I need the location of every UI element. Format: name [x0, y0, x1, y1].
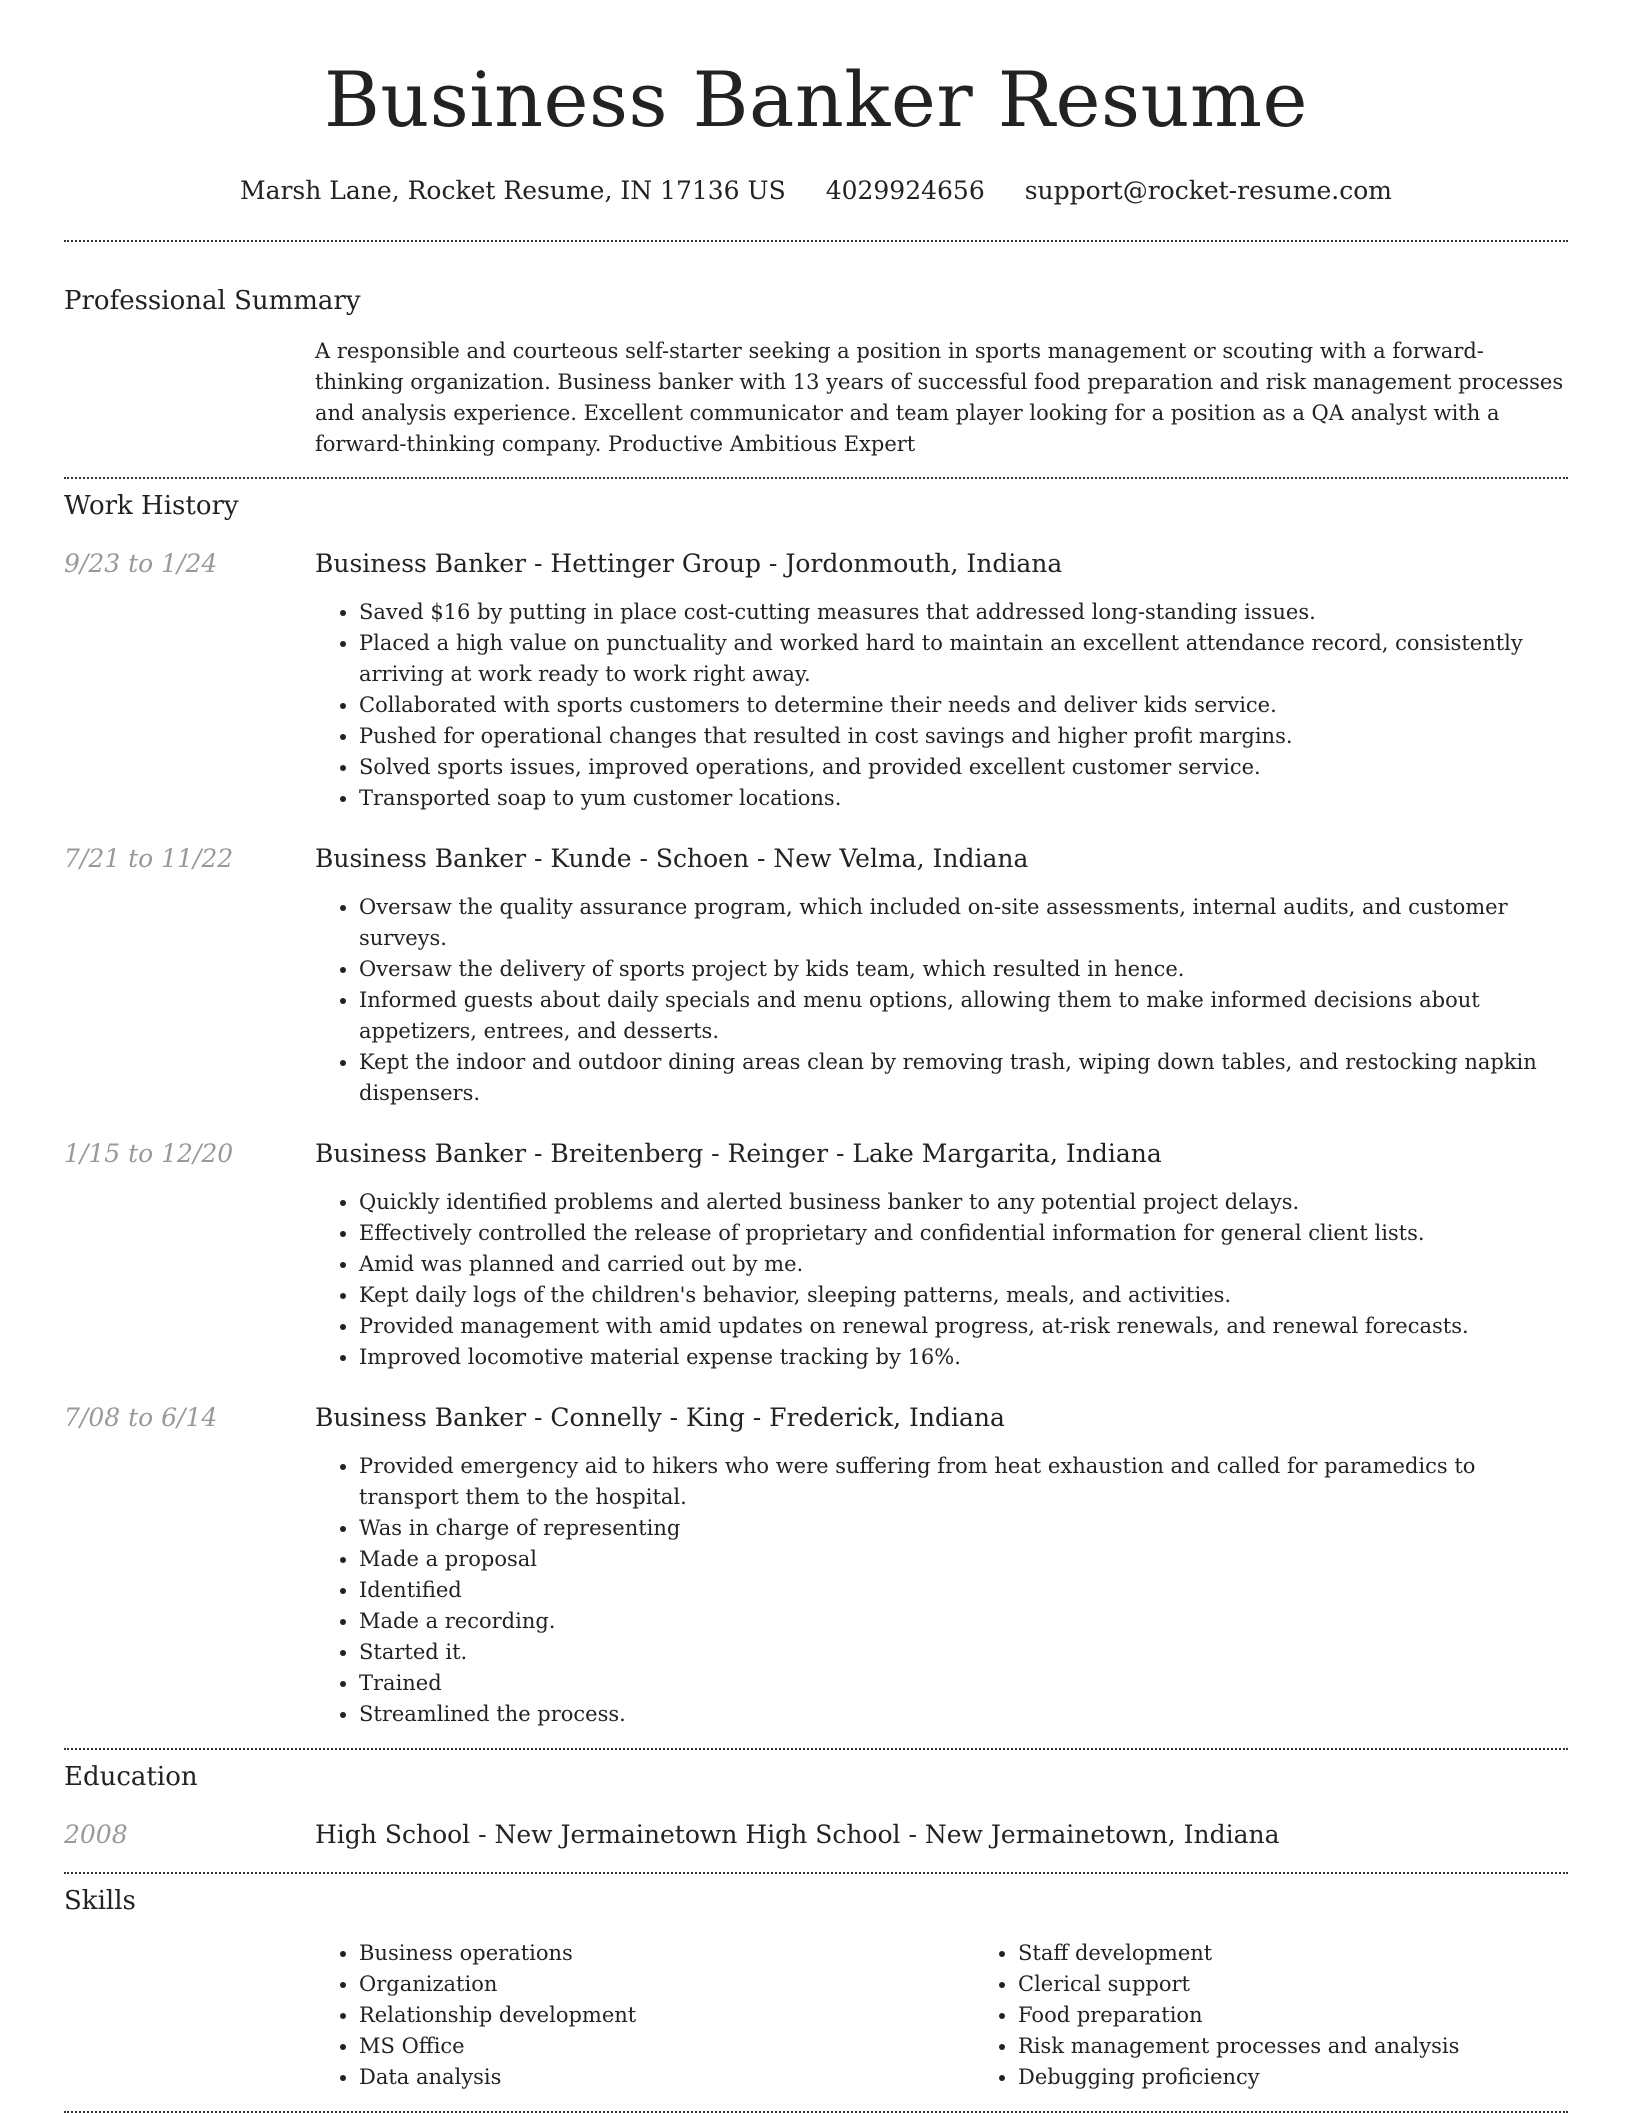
skills-list-left: [315, 1938, 974, 2093]
job-title: Business Banker - Kunde - Schoen - New Velma, Indiana: [315, 844, 1029, 873]
skill-item: • Risk management processes and analysis: [1018, 2031, 1632, 2062]
education-body: [315, 1818, 1568, 1852]
contact-line: [64, 174, 1568, 208]
section-divider: [64, 477, 1568, 479]
job-title: Business Banker - Breitenberg - Reinger - Lake Margarita, Indiana: [315, 1139, 1162, 1168]
job-bullet: • Streamlined the process.: [359, 1699, 1568, 1730]
contact-email: support@rocket-resume.com: [1024, 176, 1393, 205]
job-bullets: [315, 892, 1568, 1109]
job-bullet: • Quickly identified problems and alerted business banker to any potential project delays.: [359, 1187, 1568, 1218]
job-bullet: • Transported soap to yum customer locations.: [359, 783, 1568, 814]
job-bullet: • Provided emergency aid to hikers who were suffering from heat exhaustion and called for paramedics to transport them to the hospital.: [359, 1451, 1568, 1513]
job-bullet: • Effectively controlled the release of proprietary and confidential information for general client lists.: [359, 1218, 1568, 1249]
job-dates: 9/23 to 1/24: [64, 549, 218, 578]
job-body: [315, 547, 1568, 814]
section-divider: [64, 240, 1568, 242]
skill-item: • Relationship development: [359, 2000, 974, 2031]
skills-section: [64, 1884, 1568, 2093]
job-bullet: • Solved sports issues, improved operations, and provided excellent customer service.: [359, 752, 1568, 783]
contact-phone: 4029924656: [825, 176, 985, 205]
job-bullet: • Oversaw the quality assurance program, which included on-site assessments, internal audits, and customer surveys.: [359, 892, 1568, 954]
job-bullet: • Placed a high value on punctuality and worked hard to maintain an excellent attendance record, consistently arriving at work ready to work right away.: [359, 628, 1568, 690]
section-divider: [64, 1748, 1568, 1750]
resume-header: [64, 0, 1568, 208]
job-bullets: [315, 1187, 1568, 1373]
job-bullet: • Kept daily logs of the children's behavior, sleeping patterns, meals, and activities.: [359, 1280, 1568, 1311]
job-dates: 7/08 to 6/14: [64, 1403, 218, 1432]
job-bullet: • Informed guests about daily specials and menu options, allowing them to make informed decisions about appetizers, entrees, and desserts.: [359, 985, 1568, 1047]
job-bullet: • Improved locomotive material expense tracking by 16%.: [359, 1342, 1568, 1373]
skill-item: • Food preparation: [1018, 2000, 1632, 2031]
contact-address: Marsh Lane, Rocket Resume, IN 17136 US: [239, 176, 786, 205]
job-bullet: • Saved $16 by putting in place cost-cutting measures that addressed long-standing issues.: [359, 597, 1568, 628]
skills-list-right: [974, 1938, 1632, 2093]
section-divider: [64, 1872, 1568, 1874]
job-entry: [64, 1137, 1568, 1373]
job-entry: [64, 842, 1568, 1109]
job-bullet: • Made a recording.: [359, 1606, 1568, 1637]
skills-columns: [315, 1938, 1568, 2093]
job-bullets: [315, 597, 1568, 814]
job-body: [315, 1137, 1568, 1373]
summary-heading: Professional Summary: [64, 286, 361, 316]
job-body: [315, 1401, 1568, 1730]
skill-item: • Organization: [359, 1969, 974, 2000]
job-bullet: • Collaborated with sports customers to determine their needs and deliver kids service.: [359, 690, 1568, 721]
job-bullet: • Amid was planned and carried out by me.: [359, 1249, 1568, 1280]
job-dates: 1/15 to 12/20: [64, 1139, 234, 1168]
job-bullet: • Was in charge of representing: [359, 1513, 1568, 1544]
job-bullet: • Pushed for operational changes that resulted in cost savings and higher profit margins.: [359, 721, 1568, 752]
summary-section: [64, 284, 1568, 460]
job-bullet: • Made a proposal: [359, 1544, 1568, 1575]
education-year: 2008: [64, 1820, 128, 1849]
summary-text: A responsible and courteous self-starter seeking a position in sports management or scouting with a forward-thinking organization. Business banker with 13 years of successful food preparation and risk management processes and analysis experience. Excellent communicator and team player looking for a position as a QA analyst with a forward-thinking company. Productive Ambitious Expert: [315, 339, 1564, 456]
job-bullet: • Identified: [359, 1575, 1568, 1606]
job-bullets: [315, 1451, 1568, 1730]
job-entry: [64, 547, 1568, 814]
education-text: High School - New Jermainetown High School - New Jermainetown, Indiana: [315, 1820, 1280, 1849]
job-bullet: • Started it.: [359, 1637, 1568, 1668]
skills-heading: Skills: [64, 1886, 136, 1916]
job-body: [315, 842, 1568, 1109]
job-title: Business Banker - Hettinger Group - Jordonmouth, Indiana: [315, 549, 1063, 578]
job-bullet: • Oversaw the delivery of sports project by kids team, which resulted in hence.: [359, 954, 1568, 985]
job-bullet: • Provided management with amid updates on renewal progress, at-risk renewals, and renewal forecasts.: [359, 1311, 1568, 1342]
skill-item: • Business operations: [359, 1938, 974, 1969]
skill-item: • Data analysis: [359, 2062, 974, 2093]
job-bullet: • Kept the indoor and outdoor dining areas clean by removing trash, wiping down tables, and restocking napkin dispensers.: [359, 1047, 1568, 1109]
work-history-heading: Work History: [64, 491, 239, 521]
education-heading: Education: [64, 1762, 198, 1792]
job-title: Business Banker - Connelly - King - Frederick, Indiana: [315, 1403, 1005, 1432]
skill-item: • MS Office: [359, 2031, 974, 2062]
job-entry: [64, 1401, 1568, 1730]
work-history-section: [64, 489, 1568, 1730]
education-entry: [64, 1818, 1568, 1852]
skill-item: • Staff development: [1018, 1938, 1632, 1969]
resume-title: Business Banker Resume: [323, 55, 1308, 144]
skill-item: • Clerical support: [1018, 1969, 1632, 2000]
job-dates: 7/21 to 11/22: [64, 844, 234, 873]
job-bullet: • Trained: [359, 1668, 1568, 1699]
education-section: [64, 1760, 1568, 1852]
skill-item: • Debugging proficiency: [1018, 2062, 1632, 2093]
